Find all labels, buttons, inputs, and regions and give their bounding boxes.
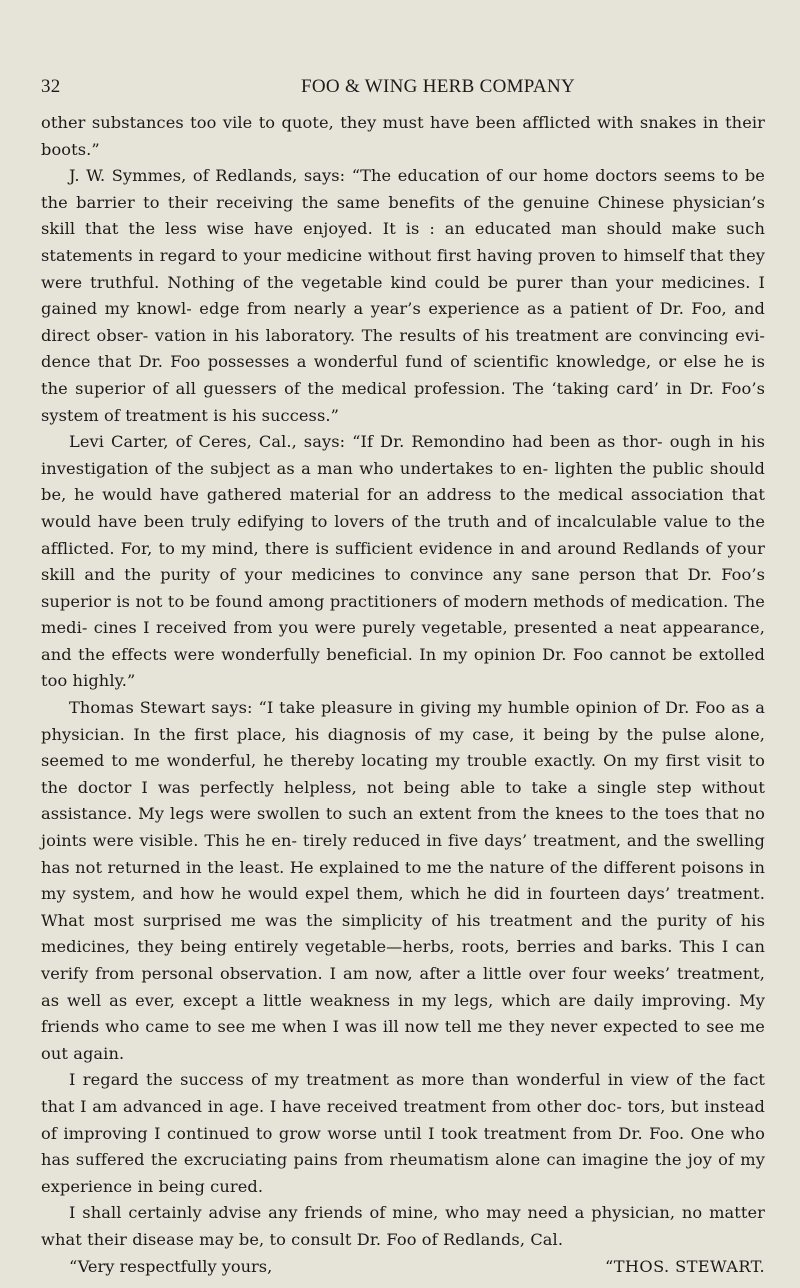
paragraph-symmes-testimonial: J. W. Symmes, of Redlands, says: “The education of our home doctors seems to be the barrier to their receiving the same benefits of the genuine Chinese physician’s skill that the less wise have enjoyed. It is : an educated man should make such statements in regard to your medicine without first having proven to himself that they were truthful. Nothing of the vegetable kind could be purer than your medicines. I gained my knowl- edge from nearly a year’s experience as a patient of Dr. Foo, and direct obser- vation in his laboratory. The results of his treatment are convincing evi- dence that Dr. Foo possesses a wonderful fund of scientific knowledge, or else he is the superior of all guessers of the medical profession. The ‘taking card’ in Dr. Foo’s system of treatment is his success.” <box>41 166 765 425</box>
paragraph-carter-testimonial: Levi Carter, of Ceres, Cal., says: “If Dr. Remondino had been as thor- ough in his investigation of the subject as a man who undertakes to en- lighten the public should be, he would have gathered material for an address to the medical association that would have been truly edifying to lovers of the truth and of incalculable value to the afflicted. For, to my mind, there is sufficient evidence in and around Redlands of your skill and the purity of your medicines to convince any sane person that Dr. Foo’s superior is not to be found among practitioners of modern methods of medication. The medi- cines I received from you were purely vegetable, presented a neat appearance, and the effects were wonderfully beneficial. In my opinion Dr. Foo cannot be extolled too highly.” <box>41 432 765 691</box>
paragraph-stewart-age: I regard the success of my treatment as more than wonderful in view of the fact that I am advanced in age. I have received treatment from other doc- tors, but instead of improving I continued to grow worse until I took treatment from Dr. Foo. One who has suffered the excruciating pains from rheumatism alone can imagine the joy of my experience in being cured. <box>41 1070 765 1196</box>
body-text <box>41 110 765 1254</box>
signature-line: “THOS. STEWART. <box>605 1256 765 1276</box>
letter-signoff <box>41 1254 765 1281</box>
paragraph-stewart-testimonial: Thomas Stewart says: “I take pleasure in giving my humble opinion of Dr. Foo as a physician. In the first place, his diagnosis of my case, it being by the pulse alone, seemed to me wonderful, he thereby locating my trouble exactly. On my first visit to the doctor I was perfectly helpless, not being able to take a single step without assistance. My legs were swollen to such an extent from the knees to the toes that no joints were visible. This he en- tirely reduced in five days’ treatment, and the swelling has not returned in the least. He explained to me the nature of the different poisons in my system, and how he would expel them, which he did in fourteen days’ treatment. What most surprised me was the simplicity of his treatment and the purity of his medicines, they being entirely vegetable—herbs, roots, berries and barks. This I can verify from personal observation. I am now, after a little over four weeks’ treatment, as well as ever, except a little weakness in my legs, which are daily improving. My friends who came to see me when I was ill now tell me they never expected to see me out again. <box>41 698 765 1063</box>
closing-line: “Very respectfully yours, <box>69 1256 273 1276</box>
paragraph-stewart-advice: I shall certainly advise any friends of mine, who may need a physician, no matter what their disease may be, to consult Dr. Foo of Redlands, Cal. <box>41 1203 765 1249</box>
page-number: 32 <box>41 76 61 97</box>
running-title: FOO & WING HERB COMPANY <box>301 76 575 97</box>
paragraph-continuation: other substances too vile to quote, they must have been afflicted with snakes in their boots.” <box>41 113 765 159</box>
page-header <box>41 74 765 110</box>
